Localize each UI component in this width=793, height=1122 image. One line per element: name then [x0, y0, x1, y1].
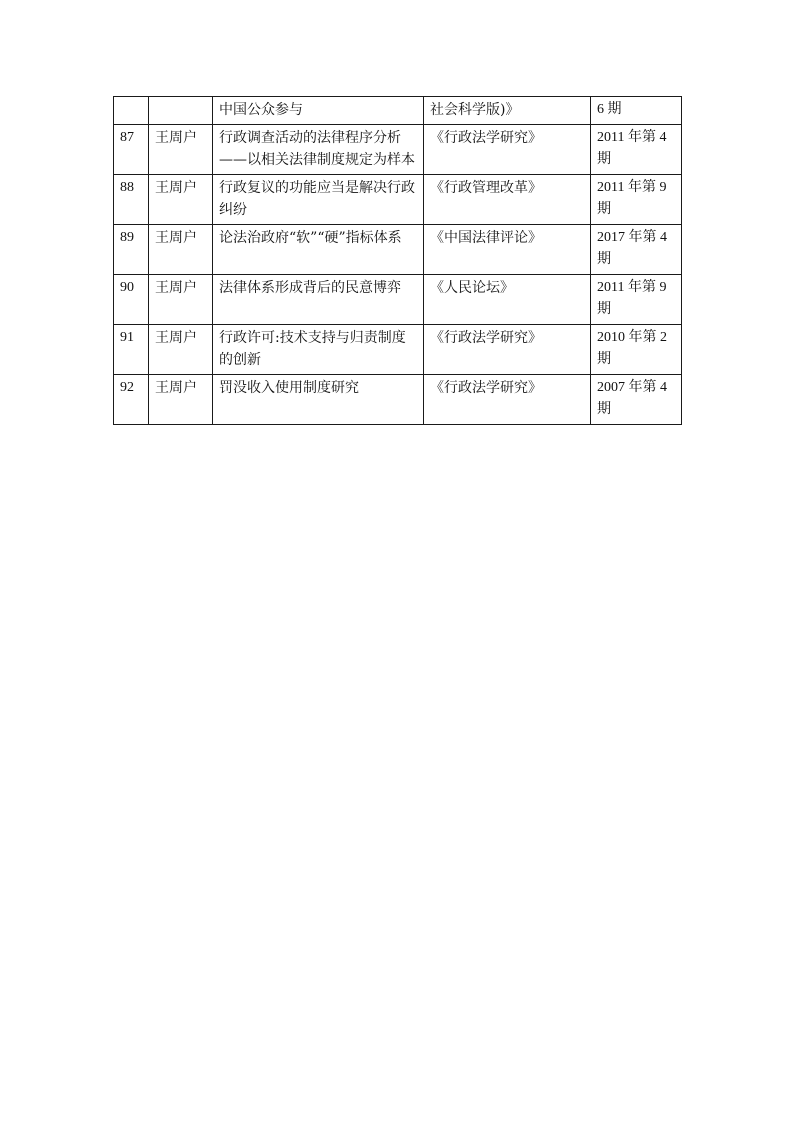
- issue-cell: 2011 年第 9 期: [591, 275, 682, 325]
- publications-table: [113, 96, 682, 425]
- row-number: 88: [114, 175, 149, 225]
- title-cell: 行政许可:技术支持与归责制度的创新: [213, 325, 424, 375]
- title-cell: 法律体系形成背后的民意博弈: [213, 275, 424, 325]
- table-row: [114, 275, 682, 325]
- table-row: [114, 125, 682, 175]
- row-number: 90: [114, 275, 149, 325]
- row-number: 92: [114, 375, 149, 425]
- author-cell: 王周户: [149, 325, 213, 375]
- title-cell: 行政复议的功能应当是解决行政纠纷: [213, 175, 424, 225]
- author-cell: [149, 97, 213, 125]
- journal-cell: 《中国法律评论》: [424, 225, 591, 275]
- journal-cell: 社会科学版)》: [424, 97, 591, 125]
- journal-cell: 《人民论坛》: [424, 275, 591, 325]
- title-cell: 中国公众参与: [213, 97, 424, 125]
- issue-cell: 6 期: [591, 97, 682, 125]
- row-number: 89: [114, 225, 149, 275]
- issue-cell: 2017 年第 4 期: [591, 225, 682, 275]
- issue-cell: 2007 年第 4 期: [591, 375, 682, 425]
- title-cell: 行政调查活动的法律程序分析——以相关法律制度规定为样本: [213, 125, 424, 175]
- row-number: 91: [114, 325, 149, 375]
- issue-cell: 2010 年第 2 期: [591, 325, 682, 375]
- row-number: [114, 97, 149, 125]
- author-cell: 王周户: [149, 275, 213, 325]
- table-row: [114, 375, 682, 425]
- author-cell: 王周户: [149, 125, 213, 175]
- author-cell: 王周户: [149, 175, 213, 225]
- journal-cell: 《行政法学研究》: [424, 125, 591, 175]
- table-row: [114, 175, 682, 225]
- table-row: [114, 97, 682, 125]
- issue-cell: 2011 年第 9 期: [591, 175, 682, 225]
- author-cell: 王周户: [149, 375, 213, 425]
- issue-cell: 2011 年第 4 期: [591, 125, 682, 175]
- table-row: [114, 225, 682, 275]
- journal-cell: 《行政法学研究》: [424, 325, 591, 375]
- author-cell: 王周户: [149, 225, 213, 275]
- row-number: 87: [114, 125, 149, 175]
- journal-cell: 《行政管理改革》: [424, 175, 591, 225]
- title-cell: 论法治政府“软”“硬”指标体系: [213, 225, 424, 275]
- journal-cell: 《行政法学研究》: [424, 375, 591, 425]
- table-row: [114, 325, 682, 375]
- title-cell: 罚没收入使用制度研究: [213, 375, 424, 425]
